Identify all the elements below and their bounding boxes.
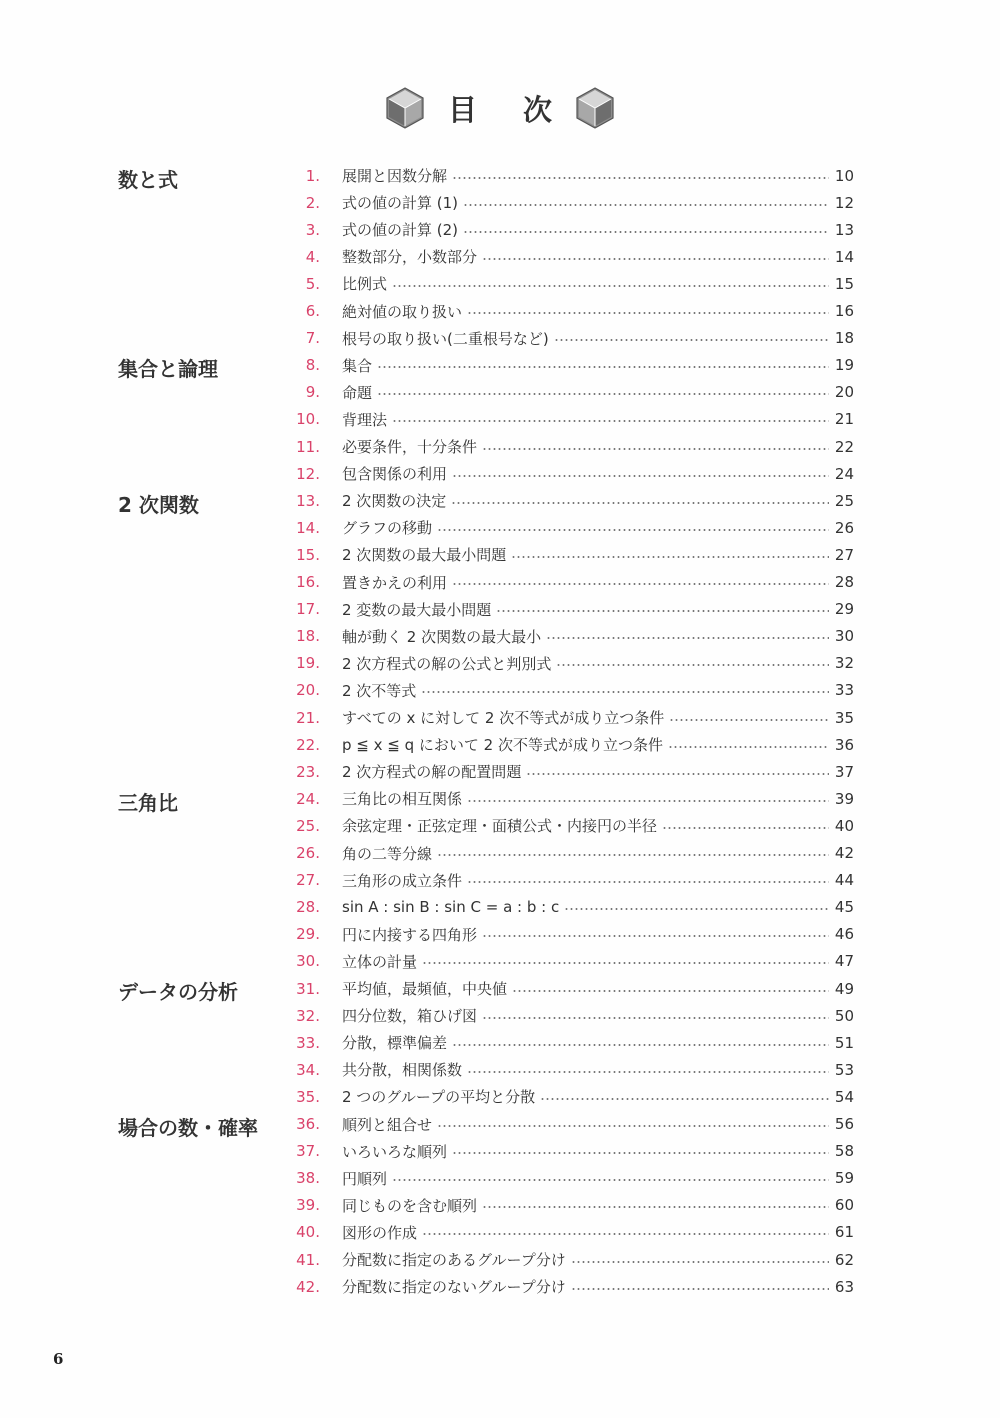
entry-title: 四分位数，箱ひげ図 [342,1007,478,1026]
entry-number: 4. [305,247,320,266]
toc-entry [0,460,1000,487]
entry-page: 26 [834,518,854,537]
toc-entry [0,352,1000,379]
entry-page: 29 [834,600,854,619]
entry-title: 2 次方程式の解の公式と判別式 [342,654,552,673]
entry-line [342,843,854,864]
dot-leader [556,664,829,666]
entry-number: 20. [296,681,320,700]
toc-entry [0,569,1000,596]
entry-number: 36. [296,1115,320,1133]
entry-title: 分配数に指定のあるグループ分け [342,1251,566,1269]
entry-page: 24 [834,464,854,483]
entry-number: 27. [296,871,320,890]
entry-line [342,219,854,240]
entry-number: 35. [296,1087,320,1106]
entry-title: 円順列 [342,1169,388,1188]
entry-line [342,165,854,186]
entry-page: 18 [834,329,854,348]
entry-number: 13. [296,491,320,510]
chapter-heading: 場合の数・確率 [118,1116,258,1140]
entry-line [342,599,854,620]
page-number: 6 [53,1350,64,1368]
dot-leader [377,366,829,368]
entry-page: 36 [834,735,854,754]
entry-page: 62 [834,1250,854,1269]
toc-entry [0,325,1000,352]
entry-line [342,734,854,755]
dot-leader [451,502,829,504]
entry-page: 63 [834,1277,854,1296]
dot-leader [422,1233,829,1235]
entry-number: 23. [296,762,320,781]
toc-entry [0,650,1000,677]
entry-page: 45 [834,898,854,917]
entry-line [342,409,854,430]
dot-leader [421,691,829,693]
entry-title: 円に内接する四角形 [342,925,478,944]
toc-entry [0,921,1000,948]
entry-page: 54 [834,1087,854,1106]
entry-page: 12 [834,193,854,212]
entry-line [342,246,854,267]
entry-line [342,436,854,457]
dot-leader [463,231,829,233]
entry-line [342,898,854,916]
entry-title: すべての x に対して 2 次不等式が成り立つ条件 [342,709,665,727]
entry-line [342,870,854,891]
entry-title: sin A : sin B : sin C = a : b : c [342,898,560,917]
toc-entry [0,541,1000,568]
entry-page: 25 [834,491,854,510]
entry-title: 2 次方程式の解の配置問題 [342,763,522,782]
entry-line [342,653,854,674]
dot-leader [662,827,829,829]
toc-entry [0,1056,1000,1083]
dot-leader [437,854,829,856]
entry-title: 包含関係の利用 [342,465,448,484]
dot-leader [467,881,829,883]
entry-page: 20 [834,383,854,402]
entry-page: 28 [834,573,854,591]
entry-line [342,328,854,349]
entry-page: 21 [834,410,854,429]
entry-line [342,1114,854,1135]
toc-entry [0,785,1000,812]
entry-page: 47 [834,952,854,971]
entry-number: 12. [296,464,320,483]
entry-title: 角の二等分線 [342,844,433,863]
chapter-heading: 集合と論理 [118,357,218,381]
entry-number: 32. [296,1006,320,1025]
entry-line [342,1059,854,1080]
entry-title: 置きかえの利用 [342,573,448,592]
dot-leader [437,1125,829,1127]
entry-title: 背理法 [342,410,388,429]
entry-page: 53 [834,1060,854,1079]
dot-leader [554,339,829,341]
cube-icon [574,86,616,130]
entry-line [342,1168,854,1189]
toc-entry [0,623,1000,650]
entry-line [342,1005,854,1026]
entry-number: 8. [305,356,320,375]
entry-line [342,626,854,647]
entry-line [342,951,854,972]
toc-entry [0,1246,1000,1273]
toc-entry [0,1083,1000,1110]
entry-page: 56 [834,1115,854,1133]
entry-title: 分配数に指定のないグループ分け [342,1278,566,1297]
toc-entry [0,1192,1000,1219]
entry-line [342,761,854,782]
entry-line [342,301,854,322]
entry-line [342,355,854,376]
entry-line [342,192,854,213]
entry-number: 11. [296,437,320,456]
entry-number: 26. [296,844,320,862]
entry-title: p ≦ x ≦ q において 2 次不等式が成り立つ条件 [342,736,663,755]
entry-number: 42. [296,1277,320,1296]
dot-leader [377,393,829,395]
dot-leader [668,746,829,748]
entry-page: 30 [834,627,854,646]
entry-title: 式の値の計算 (2) [342,221,459,240]
dot-leader [467,800,829,802]
entry-number: 9. [305,383,320,402]
toc-entry [0,758,1000,785]
entry-line [342,1141,854,1162]
toc-entry [0,1138,1000,1165]
entry-number: 7. [305,329,320,348]
entry-title: 命題 [342,383,373,402]
entry-title: 根号の取り扱い(二重根号など) [342,329,549,348]
entry-page: 61 [834,1223,854,1242]
entry-title: 順列と組合せ [342,1115,433,1134]
entry-title: 軸が動く 2 次関数の最大最小 [342,627,542,646]
dot-leader [526,773,829,775]
entry-number: 22. [296,735,320,754]
entry-number: 39. [296,1196,320,1215]
dot-leader [392,420,829,422]
entry-line [342,1222,854,1243]
dot-leader [496,610,829,612]
entry-number: 30. [296,952,320,971]
dot-leader [452,1044,829,1046]
entry-title: 集合 [342,356,373,375]
entry-page: 51 [834,1033,854,1052]
toc-entry [0,379,1000,406]
entry-line [342,463,854,484]
entry-number: 17. [296,600,320,619]
entry-page: 39 [834,789,854,808]
toc-entry [0,1002,1000,1029]
dot-leader [482,935,829,937]
entry-title: 絶対値の取り扱い [342,302,463,321]
toc-entry [0,1029,1000,1056]
entry-page: 46 [834,925,854,944]
chapter-heading: 2 次関数 [118,493,199,517]
dot-leader [467,312,829,314]
toc-entry [0,894,1000,921]
dot-leader [546,637,829,639]
entry-number: 24. [296,789,320,808]
entry-number: 14. [296,518,320,537]
dot-leader [392,1179,829,1181]
entry-title: 比例式 [342,275,388,294]
entry-page: 32 [834,654,854,673]
entry-number: 10. [296,410,320,429]
entry-title: いろいろな順列 [342,1142,448,1161]
dot-leader [452,583,829,585]
entry-number: 15. [296,545,320,564]
entry-page: 59 [834,1169,854,1188]
entry-title: 三角形の成立条件 [342,871,463,890]
dot-leader [482,448,829,450]
entry-number: 19. [296,654,320,673]
toc-entry [0,677,1000,704]
toc-entry [0,812,1000,839]
entry-line [342,978,854,999]
entry-page: 14 [834,247,854,266]
entry-page: 33 [834,681,854,700]
entry-line [342,382,854,403]
entry-title: 2 つのグループの平均と分散 [342,1088,536,1107]
entry-number: 21. [296,708,320,727]
entry-title: 余弦定理・正弦定理・面積公式・内接円の半径 [342,817,658,836]
entry-number: 38. [296,1169,320,1188]
toc-entry [0,840,1000,867]
entry-title: 展開と因数分解 [342,167,448,185]
entry-page: 16 [834,302,854,320]
entry-title: 分散，標準偏差 [342,1034,448,1053]
entry-number: 33. [296,1033,320,1052]
toc-entry [0,731,1000,758]
entry-line [342,707,854,728]
dot-leader [452,177,829,179]
entry-line [342,1249,854,1270]
entry-page: 22 [834,437,854,456]
chapter-heading: 数と式 [118,168,178,192]
toc-entry [0,162,1000,189]
entry-number: 34. [296,1060,320,1079]
entry-page: 42 [834,844,854,862]
cube-icon [384,86,426,130]
entry-page: 10 [834,166,854,185]
entry-page: 58 [834,1142,854,1161]
entry-title: 同じものを含む順列 [342,1196,478,1215]
toc-entry [0,1219,1000,1246]
page-title: 目 次 [447,92,571,127]
toc-entry [0,487,1000,514]
entry-title: 三角比の相互関係 [342,790,463,809]
entry-page: 35 [834,708,854,727]
dot-leader [437,529,829,531]
entry-line [342,1195,854,1216]
dot-leader [540,1098,829,1100]
chapter-heading: 三角比 [118,791,178,815]
entry-number: 5. [305,274,320,293]
dot-leader [452,1152,829,1154]
entry-title: 共分散，相関係数 [342,1061,463,1080]
entry-line [342,1086,854,1107]
toc-entry [0,514,1000,541]
entry-number: 41. [296,1250,320,1269]
entry-page: 44 [834,871,854,890]
entry-title: 2 次不等式 [342,681,417,700]
entry-page: 60 [834,1196,854,1215]
dot-leader [511,556,829,558]
toc-entry [0,406,1000,433]
entry-line [342,572,854,593]
entry-number: 28. [296,898,320,917]
dot-leader [512,990,829,992]
entry-title: 2 変数の最大最小問題 [342,600,492,619]
entry-title: グラフの移動 [342,519,433,538]
entry-title: 2 次関数の最大最小問題 [342,546,507,565]
entry-line [342,273,854,294]
toc-entry [0,1111,1000,1138]
toc-entry [0,1273,1000,1300]
dot-leader [482,1017,829,1019]
entry-line [342,815,854,836]
entry-page: 27 [834,545,854,564]
dot-leader [452,475,829,477]
entry-line [342,924,854,945]
entry-line [342,680,854,701]
dot-leader [564,908,829,910]
entry-number: 16. [296,573,320,591]
chapter-heading: データの分析 [118,980,238,1004]
toc-entry [0,948,1000,975]
entry-page: 13 [834,220,854,239]
entry-number: 31. [296,979,320,998]
toc-entry [0,216,1000,243]
entry-number: 1. [305,166,320,185]
entry-line [342,490,854,511]
dot-leader [669,719,829,721]
entry-title: 図形の作成 [342,1223,418,1242]
entry-page: 40 [834,816,854,835]
entry-number: 6. [305,302,320,320]
entry-page: 37 [834,762,854,781]
entry-number: 18. [296,627,320,646]
entry-line [342,544,854,565]
dot-leader [392,285,829,287]
dot-leader [482,1206,829,1208]
entry-line [342,517,854,538]
entry-line [342,1276,854,1297]
entry-title: 平均値，最頻値，中央値 [342,980,508,998]
entry-number: 37. [296,1142,320,1161]
dot-leader [463,204,829,206]
entry-number: 3. [305,220,320,239]
toc-entry [0,975,1000,1002]
toc-entry [0,298,1000,325]
dot-leader [422,962,829,964]
entry-title: 立体の計量 [342,952,418,971]
entry-number: 29. [296,925,320,944]
toc-entry [0,270,1000,297]
entry-title: 必要条件，十分条件 [342,438,478,456]
dot-leader [571,1288,829,1290]
entry-number: 2. [305,193,320,212]
entry-title: 2 次関数の決定 [342,492,447,511]
entry-page: 15 [834,274,854,293]
entry-number: 40. [296,1223,320,1242]
toc-entry [0,243,1000,270]
entry-title: 式の値の計算 (1) [342,194,459,213]
toc-entry [0,1165,1000,1192]
entry-number: 25. [296,816,320,835]
toc-entry [0,704,1000,731]
entry-line [342,788,854,809]
toc-entry [0,189,1000,216]
entry-page: 50 [834,1006,854,1025]
dot-leader [467,1071,829,1073]
entry-page: 19 [834,356,854,375]
dot-leader [482,258,829,260]
dot-leader [571,1261,829,1263]
toc-entry [0,596,1000,623]
entry-line [342,1032,854,1053]
entry-page: 49 [834,979,854,998]
toc-header [0,78,1000,138]
toc-entry [0,433,1000,460]
entry-title: 整数部分，小数部分 [342,248,478,267]
toc-entry [0,867,1000,894]
